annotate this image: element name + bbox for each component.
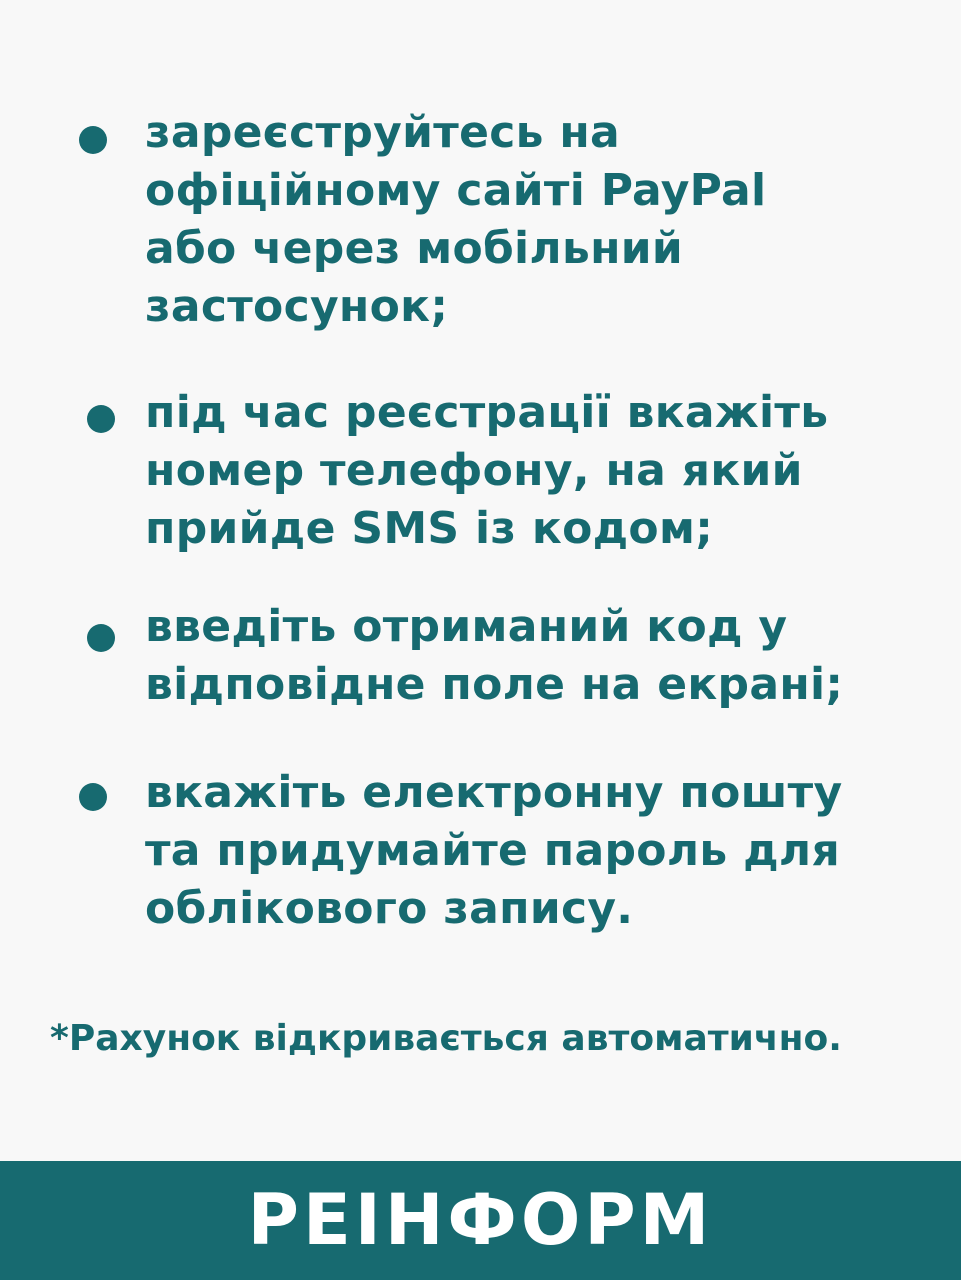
step-text (145, 598, 925, 714)
step-line: або через мобільний (145, 223, 684, 274)
step-line: офіційному сайті PayPal (145, 165, 767, 216)
step-line: під час реєстрації вкажіть (145, 387, 829, 438)
step-line: застосунок; (145, 281, 449, 332)
step-line: та придумайте пароль для (145, 825, 841, 876)
step-text (145, 104, 925, 336)
step-line: введіть отриманий код у (145, 601, 788, 652)
step-line: облікового запису. (145, 883, 634, 934)
step-text (145, 384, 925, 558)
brand-footer (0, 1161, 961, 1280)
bullet-icon (87, 405, 115, 433)
bullet-icon (79, 783, 107, 811)
step-line: відповідне поле на екрані; (145, 659, 844, 710)
step-text (145, 764, 925, 938)
bullet-icon (79, 126, 107, 154)
brand-logo: РЕІНФОРМ (247, 1179, 714, 1261)
step-line: вкажіть електронну пошту (145, 767, 843, 818)
footnote: *Рахунок відкривається автоматично. (50, 1018, 842, 1059)
bullet-icon (87, 624, 115, 652)
step-line: зареєструйтесь на (145, 107, 621, 158)
step-line: номер телефону, на який (145, 445, 803, 496)
step-line: прийде SMS із кодом; (145, 503, 714, 554)
